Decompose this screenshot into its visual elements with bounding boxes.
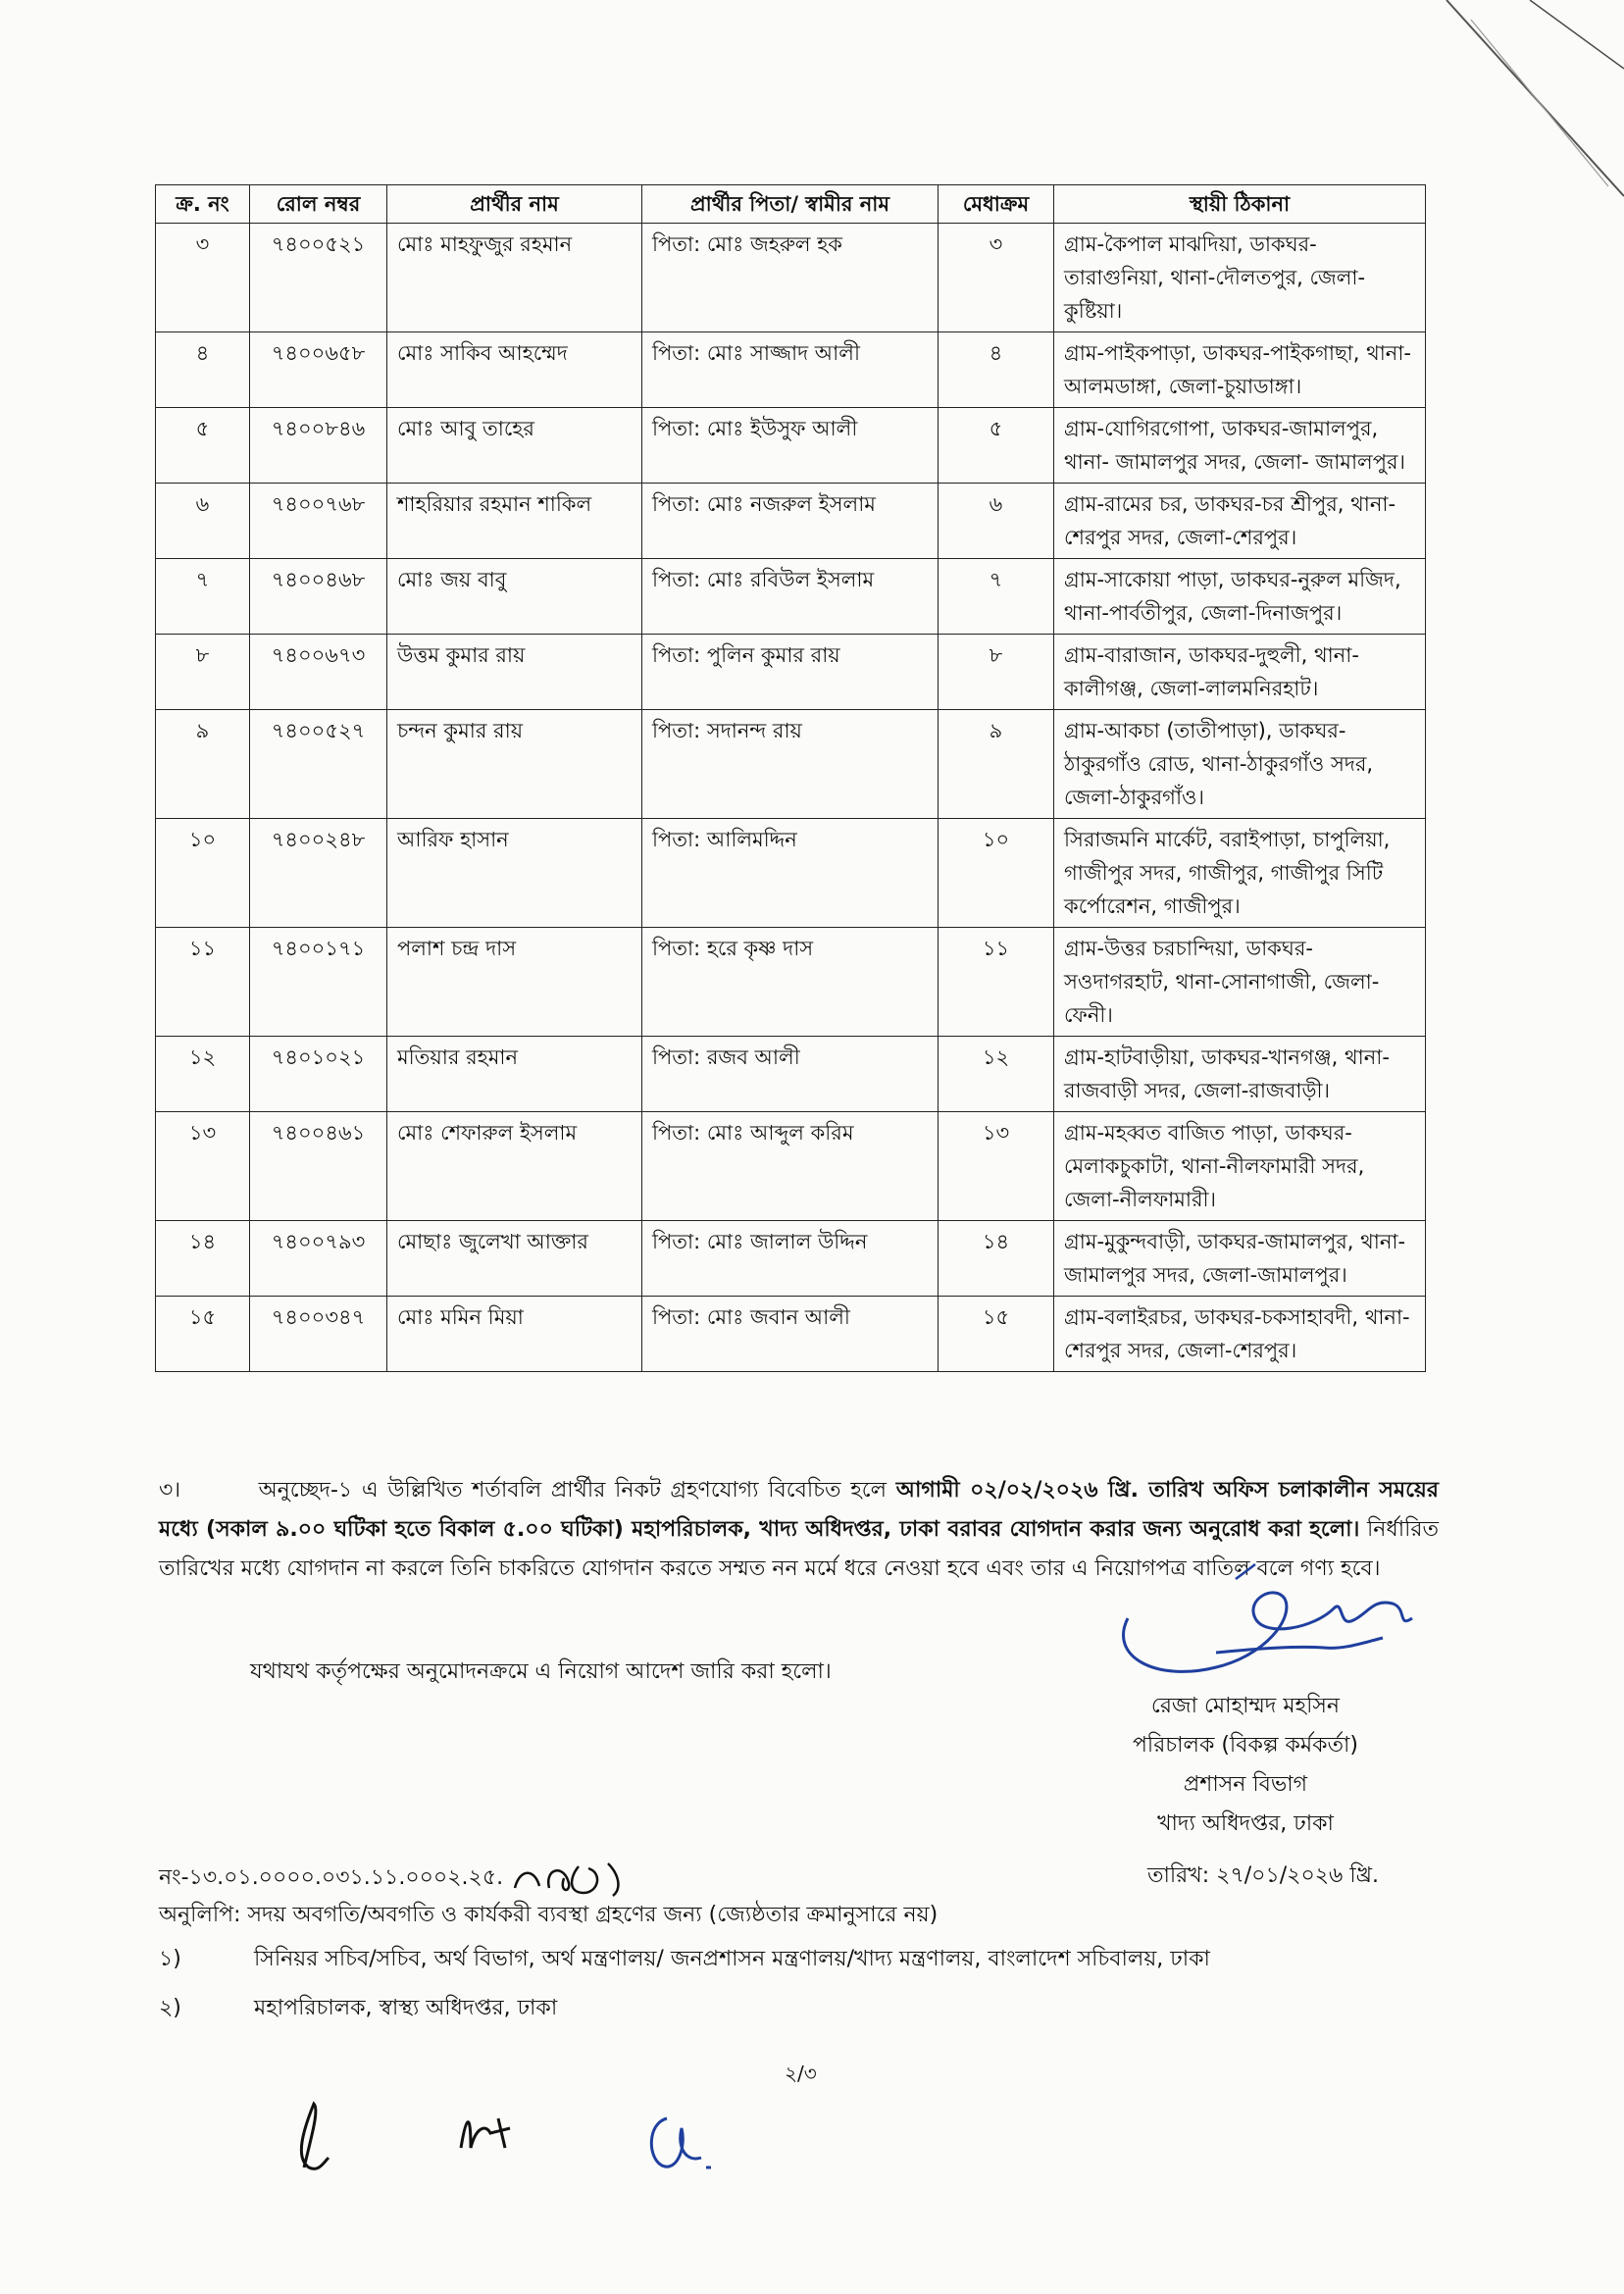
table-row (156, 224, 1426, 332)
name-cell: মতিয়ার রহমান (387, 1037, 642, 1112)
table-row (156, 1221, 1426, 1297)
serial-cell: ৯ (156, 710, 250, 819)
table-row (156, 928, 1426, 1037)
father-cell: পিতা: মোঃ নজরুল ইসলাম (642, 484, 939, 559)
serial-cell: ১৫ (156, 1297, 250, 1372)
table-row (156, 484, 1426, 559)
merit-cell: ১২ (939, 1037, 1054, 1112)
address-cell: গ্রাম-কৈপাল মাঝদিয়া, ডাকঘর-তারাগুনিয়া, থানা-দৌলতপুর, জেলা-কুষ্টিয়া। (1054, 224, 1426, 332)
signatory-division: প্রশাসন বিভাগ (1183, 1772, 1308, 1797)
serial-cell: ৬ (156, 484, 250, 559)
copy-item-number: ২) (159, 1996, 181, 2020)
name-cell: শাহরিয়ার রহমান শাকিল (387, 484, 642, 559)
merit-cell: ৩ (939, 224, 1054, 332)
col-name-header: প্রার্থীর নাম (387, 185, 642, 224)
roll-cell: ৭৪০০৪৬১ (250, 1112, 387, 1221)
table-row (156, 1297, 1426, 1372)
address-cell: গ্রাম-হাটবাড়ীয়া, ডাকঘর-খানগঞ্জ, থানা-রাজবাড়ী সদর, জেলা-রাজবাড়ী। (1054, 1037, 1426, 1112)
father-cell: পিতা: মোঃ জহরুল হক (642, 224, 939, 332)
roll-cell: ৭৪০০৭৬৮ (250, 484, 387, 559)
father-cell: পিতা: মোঃ রবিউল ইসলাম (642, 559, 939, 635)
serial-cell: ৮ (156, 635, 250, 710)
col-address-header: স্থায়ী ঠিকানা (1054, 185, 1426, 224)
name-cell: মোঃ মমিন মিয়া (387, 1297, 642, 1372)
father-cell: পিতা: রজব আলী (642, 1037, 939, 1112)
name-cell: মোঃ শেফারুল ইসলাম (387, 1112, 642, 1221)
merit-cell: ১১ (939, 928, 1054, 1037)
roll-cell: ৭৪০০৮৪৬ (250, 408, 387, 484)
merit-cell: ১৪ (939, 1221, 1054, 1297)
copy-item (159, 1942, 1210, 1978)
col-merit-header: মেধাক্রম (939, 185, 1054, 224)
paragraph-3-text-2: নির্ধারিত তারিখের মধ্যে যোগদান না করলে তিনি চাকরিতে যোগদান করতে সম্মত নন মর্মে ধরে নেওয়া হবে এবং তার এ নিয়োগপত্র বাতিল বলে গণ্য হবে। (159, 1517, 1439, 1581)
roll-cell: ৭৪০০৫২১ (250, 224, 387, 332)
table-row (156, 408, 1426, 484)
name-cell: মোঃ মাহফুজুর রহমান (387, 224, 642, 332)
page-number: ২/৩ (785, 2062, 817, 2085)
name-cell: মোছাঃ জুলেখা আক্তার (387, 1221, 642, 1297)
name-cell: মোঃ জয় বাবু (387, 559, 642, 635)
table-row (156, 819, 1426, 928)
serial-cell: ১০ (156, 819, 250, 928)
roll-cell: ৭৪০১০২১ (250, 1037, 387, 1112)
table-header-row (156, 185, 1426, 224)
table-row (156, 559, 1426, 635)
signature-image (1098, 1559, 1422, 1687)
serial-cell: ৪ (156, 332, 250, 408)
merit-cell: ১৫ (939, 1297, 1054, 1372)
name-cell: মোঃ সাকিব আহম্মেদ (387, 332, 642, 408)
address-cell: গ্রাম-বলাইরচর, ডাকঘর-চকসাহাবদী, থানা-শেরপুর সদর, জেলা-শেরপুর। (1054, 1297, 1426, 1372)
roll-cell: ৭৪০০৭৯৩ (250, 1221, 387, 1297)
copy-item-text: মহাপরিচালক, স্বাস্থ্য অধিদপ্তর, ঢাকা (254, 1996, 558, 2020)
name-cell: চন্দন কুমার রায় (387, 710, 642, 819)
merit-cell: ৬ (939, 484, 1054, 559)
memo-number-text: নং-১৩.০১.০০০০.০৩১.১১.০০০২.২৫. (159, 1865, 504, 1890)
serial-cell: ৭ (156, 559, 250, 635)
memo-date: তারিখ: ২৭/০১/২০২৬ খ্রি. (1147, 1863, 1380, 1888)
father-cell: পিতা: মোঃ ইউসুফ আলী (642, 408, 939, 484)
roll-cell: ৭৪০০১৭১ (250, 928, 387, 1037)
roll-cell: ৭৪০০২৪৮ (250, 819, 387, 928)
paragraph-3-number: ৩। (159, 1478, 181, 1503)
copy-heading: অনুলিপি: সদয় অবগতি/অবগতি ও কার্যকরী ব্যবস্থা গ্রহণের জন্য (জ্যেষ্ঠতার ক্রমানুসারে নয়) (159, 1903, 939, 1927)
table-row (156, 710, 1426, 819)
signature-block (1059, 1687, 1432, 1844)
name-cell: মোঃ আবু তাহের (387, 408, 642, 484)
signatory-office: খাদ্য অধিদপ্তর, ঢাকা (1157, 1811, 1334, 1836)
copy-item-number: ১) (159, 1947, 181, 1971)
father-cell: পিতা: মোঃ জবান আলী (642, 1297, 939, 1372)
col-serial-header: ক্র. নং (156, 185, 250, 224)
memo-number (159, 1859, 657, 1898)
address-cell: গ্রাম-মুকুন্দবাড়ী, ডাকঘর-জামালপুর, থানা-জামালপুর সদর, জেলা-জামালপুর। (1054, 1221, 1426, 1297)
name-cell: আরিফ হাসান (387, 819, 642, 928)
address-cell: গ্রাম-আকচা (তাতীপাড়া), ডাকঘর-ঠাকুরগাঁও রোড, থানা-ঠাকুরগাঁও সদর, জেলা-ঠাকুরগাঁও। (1054, 710, 1426, 819)
merit-cell: ১০ (939, 819, 1054, 928)
merit-cell: ৪ (939, 332, 1054, 408)
address-cell: গ্রাম-রামের চর, ডাকঘর-চর শ্রীপুর, থানা-শেরপুর সদর, জেলা-শেরপুর। (1054, 484, 1426, 559)
table-row (156, 1037, 1426, 1112)
father-cell: পিতা: মোঃ সাজ্জাদ আলী (642, 332, 939, 408)
signatory-name: রেজা মোহাম্মদ মহসিন (1150, 1694, 1341, 1718)
father-cell: পিতা: মোঃ আব্দুল করিম (642, 1112, 939, 1221)
address-cell: গ্রাম-বারাজান, ডাকঘর-দুহুলী, থানা-কালীগঞ্জ, জেলা-লালমনিরহাট। (1054, 635, 1426, 710)
roll-cell: ৭৪০০৬৫৮ (250, 332, 387, 408)
handwritten-memo-suffix (510, 1859, 657, 1898)
roll-cell: ৭৪০০৩৪৭ (250, 1297, 387, 1372)
initials-signatures (275, 2089, 726, 2197)
merit-cell: ৫ (939, 408, 1054, 484)
father-cell: পিতা: হরে কৃষ্ণ দাস (642, 928, 939, 1037)
address-cell: গ্রাম-পাইকপাড়া, ডাকঘর-পাইকগাছা, থানা-আলমডাঙ্গা, জেলা-চুয়াডাঙ্গা। (1054, 332, 1426, 408)
col-roll-header: রোল নম্বর (250, 185, 387, 224)
merit-cell: ৮ (939, 635, 1054, 710)
serial-cell: ১৪ (156, 1221, 250, 1297)
serial-cell: ৫ (156, 408, 250, 484)
col-father-header: প্রার্থীর পিতা/ স্বামীর নাম (642, 185, 939, 224)
serial-cell: ১৩ (156, 1112, 250, 1221)
roll-cell: ৭৪০০৪৬৮ (250, 559, 387, 635)
table-row (156, 332, 1426, 408)
name-cell: উত্তম কুমার রায় (387, 635, 642, 710)
merit-cell: ৭ (939, 559, 1054, 635)
approval-text: যথাযথ কর্তৃপক্ষের অনুমোদনক্রমে এ নিয়োগ আদেশ জারি করা হলো। (250, 1659, 832, 1684)
serial-cell: ১২ (156, 1037, 250, 1112)
address-cell: গ্রাম-সাকোয়া পাড়া, ডাকঘর-নুরুল মজিদ, থানা-পার্বতীপুর, জেলা-দিনাজপুর। (1054, 559, 1426, 635)
signatory-designation: পরিচালক (বিকল্প কর্মকর্তা) (1132, 1733, 1359, 1758)
serial-cell: ৩ (156, 224, 250, 332)
table-row (156, 1112, 1426, 1221)
name-cell: পলাশ চন্দ্র দাস (387, 928, 642, 1037)
address-cell: গ্রাম-যোগিরগোপা, ডাকঘর-জামালপুর, থানা- জামালপুর সদর, জেলা- জামালপুর। (1054, 408, 1426, 484)
father-cell: পিতা: আলিমদ্দিন (642, 819, 939, 928)
copy-item-text: সিনিয়র সচিব/সচিব, অর্থ বিভাগ, অর্থ মন্ত্রণালয়/ জনপ্রশাসন মন্ত্রণালয়/খাদ্য মন্ত্রণালয়, বাংলাদেশ সচিবালয়, ঢাকা (254, 1947, 1210, 1971)
father-cell: পিতা: পুলিন কুমার রায় (642, 635, 939, 710)
roll-cell: ৭৪০০৬৭৩ (250, 635, 387, 710)
father-cell: পিতা: সদানন্দ রায় (642, 710, 939, 819)
paragraph-3-bold: আগামী ০২/০২/২০২৬ খ্রি. তারিখ অফিস চলাকালীন সময়ের মধ্যে (সকাল ৯.০০ ঘটিকা হতে বিকাল ৫.০০ ঘটিকা) মহাপরিচালক, খাদ্য অধিদপ্তর, ঢাকা বরাবর যোগদান করার জন্য অনুরোধ করা হলো। (159, 1478, 1439, 1542)
serial-cell: ১১ (156, 928, 250, 1037)
candidate-table (155, 184, 1426, 1372)
father-cell: পিতা: মোঃ জালাল উদ্দিন (642, 1221, 939, 1297)
table-row (156, 635, 1426, 710)
copy-item (159, 1991, 557, 2027)
address-cell: গ্রাম-মহব্বত বাজিত পাড়া, ডাকঘর-মেলাকচুকাটা, থানা-নীলফামারী সদর, জেলা-নীলফামারী। (1054, 1112, 1426, 1221)
merit-cell: ৯ (939, 710, 1054, 819)
address-cell: সিরাজমনি মার্কেট, বরাইপাড়া, চাপুলিয়া, গাজীপুর সদর, গাজীপুর, গাজীপুর সিটি কর্পোরেশন, গাজীপুর। (1054, 819, 1426, 928)
roll-cell: ৭৪০০৫২৭ (250, 710, 387, 819)
merit-cell: ১৩ (939, 1112, 1054, 1221)
paragraph-3-text-1: অনুচ্ছেদ-১ এ উল্লিখিত শর্তাবলি প্রার্থীর নিকট গ্রহণযোগ্য বিবেচিত হলে (258, 1478, 888, 1503)
address-cell: গ্রাম-উত্তর চরচান্দিয়া, ডাকঘর-সওদাগরহাট, থানা-সোনাগাজী, জেলা-ফেনী। (1054, 928, 1426, 1037)
